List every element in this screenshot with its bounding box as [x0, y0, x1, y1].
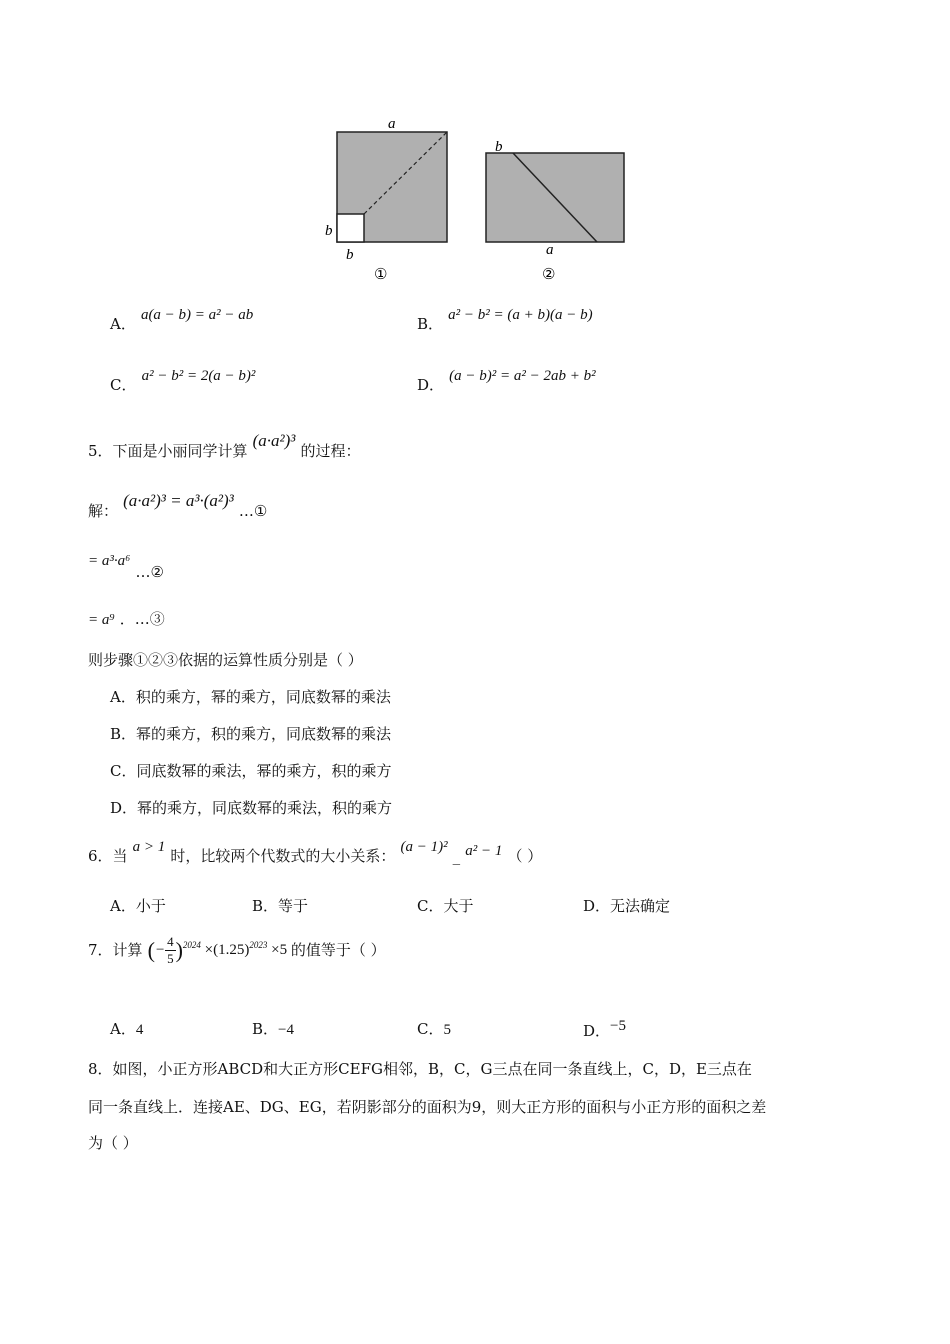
- option-formula: a² − b² = 2(a − b)²: [141, 368, 256, 384]
- q5-step3: [88, 608, 165, 629]
- q7-suffix: 的值等于（ ）: [290, 940, 386, 959]
- q7-option-a[interactable]: [110, 1018, 143, 1039]
- q7-option-c[interactable]: [417, 1018, 451, 1039]
- option-value: 5: [443, 1022, 451, 1038]
- q6-paren: （ ）: [507, 847, 543, 865]
- option-letter: B．: [417, 315, 444, 333]
- fig2-label-b: b: [495, 139, 503, 155]
- option-formula: (a − b)² = a² − 2ab + b²: [449, 368, 596, 384]
- q8-line-3: 为（ ）: [88, 1134, 138, 1152]
- q6-option-a[interactable]: A．小于: [110, 897, 166, 915]
- fraction-numerator: 4: [167, 934, 174, 949]
- q6-prefix: 6．当: [88, 847, 128, 865]
- q5-option-c[interactable]: C．同底数幂的乘法，幂的乘方，积的乘方: [110, 762, 392, 780]
- q5-stem-prefix: 5．下面是小丽同学计算: [88, 442, 248, 460]
- option-letter: C．: [417, 1020, 444, 1038]
- option-letter: B．: [252, 1020, 279, 1038]
- option-letter: A．: [110, 315, 136, 333]
- option-formula: a² − b² = (a + b)(a − b): [448, 307, 593, 323]
- q6-middle: 时，比较两个代数式的大小关系：: [170, 847, 396, 865]
- option-letter: D．: [417, 376, 445, 394]
- q5-step1-mark: …①: [238, 502, 268, 520]
- q5-stem: [88, 430, 361, 460]
- q6-expr1: (a − 1)²: [400, 839, 448, 855]
- option-value: 4: [135, 1022, 144, 1038]
- q5-question: 则步骤①②③依据的运算性质分别是（ ）: [88, 651, 363, 669]
- q6-option-b[interactable]: B．等于: [252, 897, 309, 915]
- q7-prefix: 7．计算: [88, 940, 143, 959]
- q5-step3-mark: ．…③: [119, 610, 165, 628]
- q8-line-1: 8．如图，小正方形ABCD和大正方形CEFG相邻，B，C，G三点在同一条直线上，C，D，E三点在: [88, 1060, 752, 1078]
- q7-expression: (− $\frac{4}{5}$ )$^{2024} \times(1.25)^{2023} \times 5$: [147, 934, 288, 966]
- q4-option-c[interactable]: [110, 364, 256, 394]
- q5-step2-expr: = a³·a⁶: [88, 553, 131, 569]
- fig2-label-a: a: [546, 242, 554, 258]
- fig2-caption: ②: [542, 267, 556, 283]
- q7-middle-term: ×(1.25): [204, 942, 250, 958]
- q4-option-a[interactable]: [110, 303, 254, 333]
- q7-fraction: [165, 934, 176, 967]
- q5-stem-expr: (a·a²)³: [252, 431, 296, 450]
- fig1-label-b-bottom: b: [346, 247, 354, 263]
- fig1-label-b-left: b: [325, 223, 333, 239]
- q6-stem: [88, 835, 543, 865]
- fig1-label-a: a: [388, 116, 396, 132]
- figure-squares: [300, 105, 660, 285]
- q5-step3-expr: = a⁹: [88, 612, 115, 628]
- q5-solution-label: 解：: [88, 502, 119, 520]
- q6-option-d[interactable]: D．无法确定: [583, 897, 671, 915]
- option-letter: C．: [110, 376, 137, 394]
- q6-condition: a > 1: [132, 839, 166, 855]
- q5-step1: [88, 490, 268, 520]
- q5-step2: [88, 550, 164, 581]
- q7-exponent-2: 2023: [249, 939, 268, 950]
- option-value: −5: [610, 1018, 626, 1034]
- fraction-denominator: 5: [167, 951, 174, 966]
- q5-step2-mark: …②: [135, 563, 164, 581]
- q5-stem-suffix: 的过程：: [300, 442, 361, 460]
- q7-option-d[interactable]: [583, 1014, 626, 1040]
- fig1-caption: ①: [374, 267, 388, 283]
- option-value: −4: [278, 1022, 294, 1038]
- option-letter: D．: [583, 1022, 611, 1040]
- q7-tail-term: ×5: [271, 942, 288, 958]
- q7-exponent-1: 2024: [182, 939, 201, 950]
- small-square-white: [337, 214, 364, 242]
- q6-expr2: a² − 1: [465, 843, 503, 859]
- q4-option-b[interactable]: [417, 303, 593, 333]
- q6-option-c[interactable]: C．大于: [417, 897, 474, 915]
- option-letter: A．: [110, 1020, 136, 1038]
- option-formula: a(a − b) = a² − ab: [140, 307, 254, 323]
- q4-option-d[interactable]: [417, 364, 596, 394]
- q5-option-a[interactable]: A．积的乘方，幂的乘方，同底数幂的乘法: [110, 688, 391, 706]
- q5-option-d[interactable]: D．幂的乘方，同底数幂的乘法，积的乘方: [110, 799, 393, 817]
- q7-option-b[interactable]: [252, 1018, 294, 1039]
- q5-step1-expr: (a·a²)³ = a³·(a²)³: [123, 491, 234, 510]
- q6-blank[interactable]: _: [452, 847, 461, 865]
- q5-option-b[interactable]: B．幂的乘方，积的乘方，同底数幂的乘法: [110, 725, 392, 743]
- q8-line-2: 同一条直线上．连接AE、DG、EG，若阴影部分的面积为9，则大正方形的面积与小正方形的面积之差: [88, 1098, 767, 1116]
- q7-stem: [88, 934, 386, 967]
